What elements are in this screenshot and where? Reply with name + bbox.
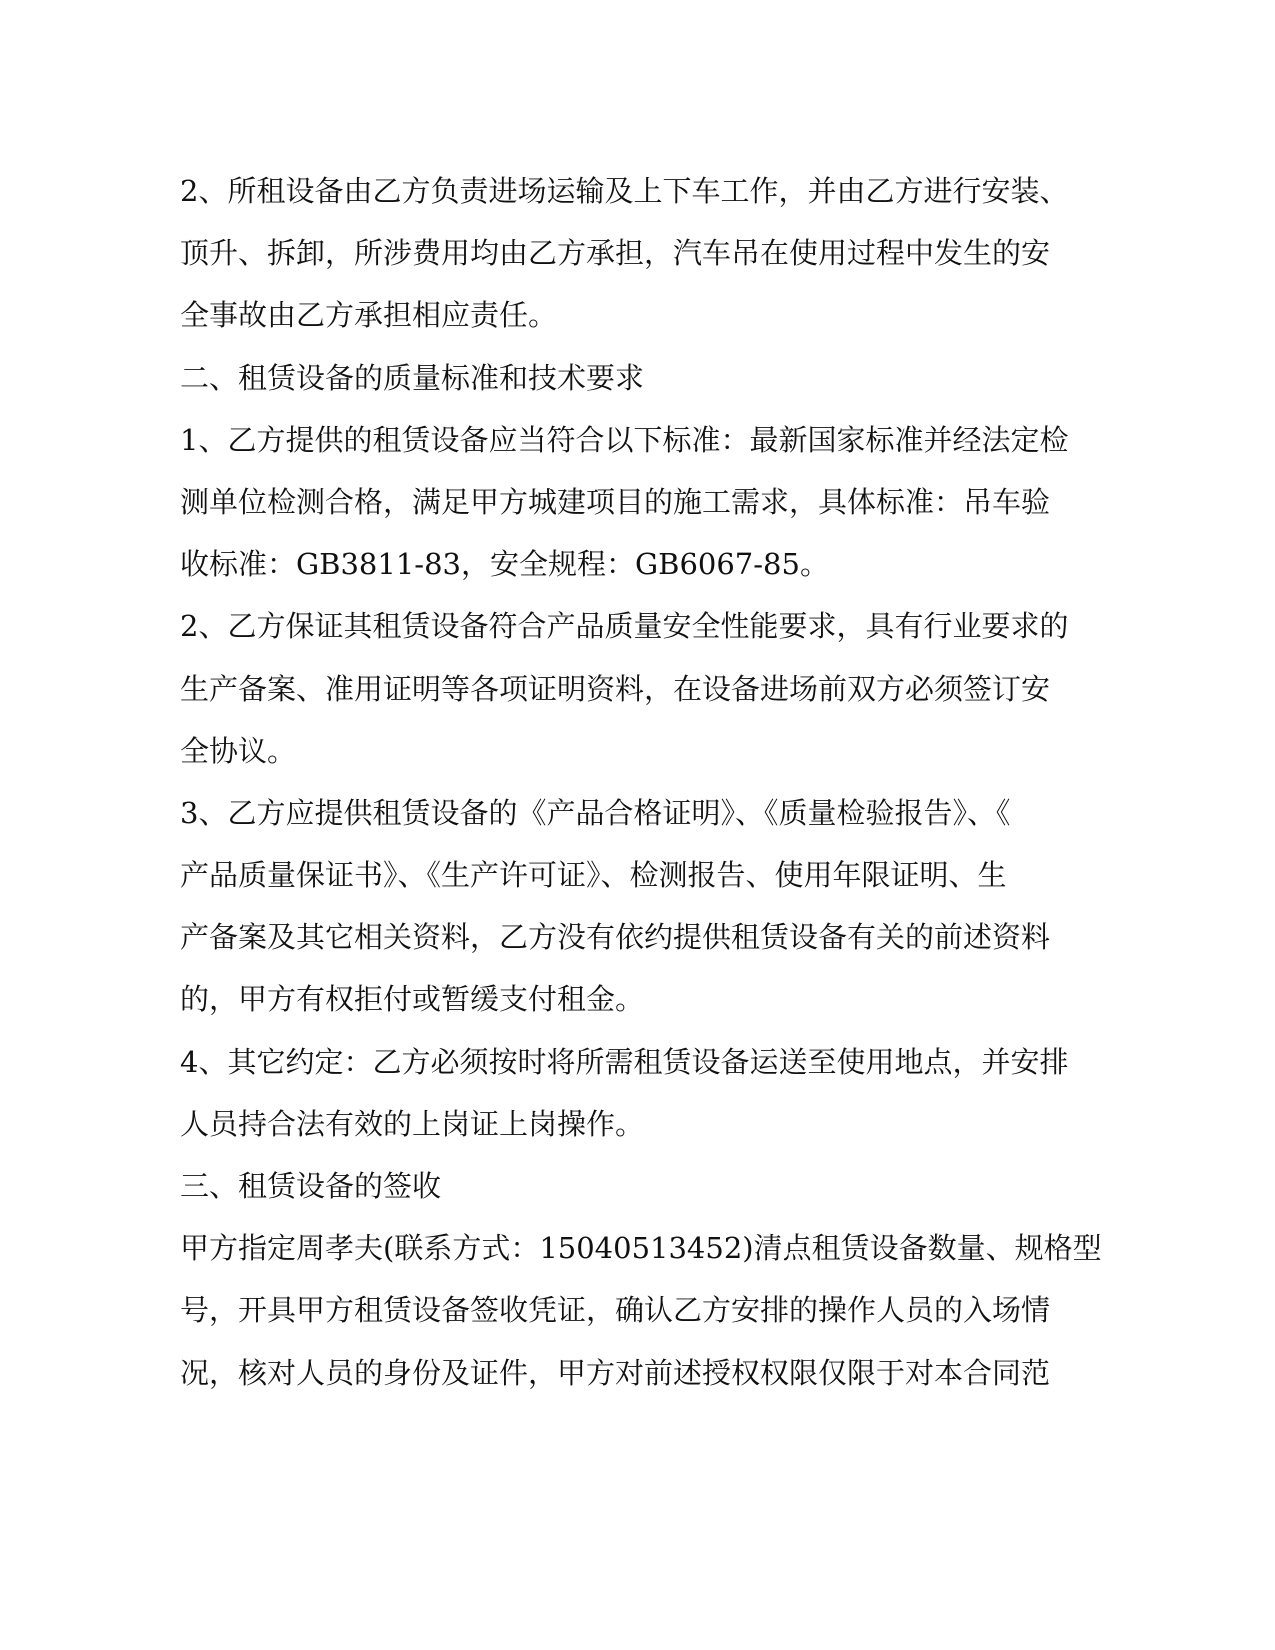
text-line: 全事故由乙方承担相应责任。	[180, 298, 558, 333]
text-line: 甲方指定周孝夫(联系方式：15040513452)清点租赁设备数量、规格型	[180, 1231, 1102, 1266]
text-line: 2、乙方保证其租赁设备符合产品质量安全性能要求，具有行业要求的	[180, 609, 1069, 644]
text-line: 2、所租设备由乙方负责进场运输及上下车工作，并由乙方进行安装、	[180, 174, 1069, 208]
document-body	[180, 160, 1102, 1404]
text-line: 产品质量保证书》、《生产许可证》、检测报告、使用年限证明、生	[180, 858, 1007, 893]
text-line: 全协议。	[180, 733, 297, 768]
text-line: 产备案及其它相关资料，乙方没有依约提供租赁设备有关的前述资料	[180, 920, 1051, 955]
text-line: 况，核对人员的身份及证件，甲方对前述授权权限仅限于对本合同范	[180, 1355, 1051, 1390]
text-line: 收标准：GB3811-83，安全规程：GB6067-85。	[180, 547, 829, 582]
text-line: 3、乙方应提供租赁设备的《产品合格证明》、《质量检验报告》、《	[180, 795, 1011, 830]
text-line: 测单位检测合格，满足甲方城建项目的施工需求，具体标准：吊车验	[180, 484, 1051, 519]
text-line: 生产备案、准用证明等各项证明资料，在设备进场前双方必须签订安	[180, 671, 1051, 706]
text-line: 号，开具甲方租赁设备签收凭证，确认乙方安排的操作人员的入场情	[180, 1293, 1051, 1328]
section-heading: 三、租赁设备的签收	[180, 1169, 442, 1203]
text-line: 顶升、拆卸，所涉费用均由乙方承担，汽车吊在使用过程中发生的安	[180, 236, 1051, 271]
text-line: 4、其它约定：乙方必须按时将所需租赁设备运送至使用地点，并安排	[180, 1044, 1069, 1079]
text-line: 人员持合法有效的上岗证上岗操作。	[180, 1106, 645, 1141]
section-heading: 二、租赁设备的质量标准和技术要求	[180, 360, 645, 395]
text-line: 的，甲方有权拒付或暂缓支付租金。	[180, 982, 645, 1017]
text-line: 1、乙方提供的租赁设备应当符合以下标准：最新国家标准并经法定检	[180, 422, 1069, 457]
